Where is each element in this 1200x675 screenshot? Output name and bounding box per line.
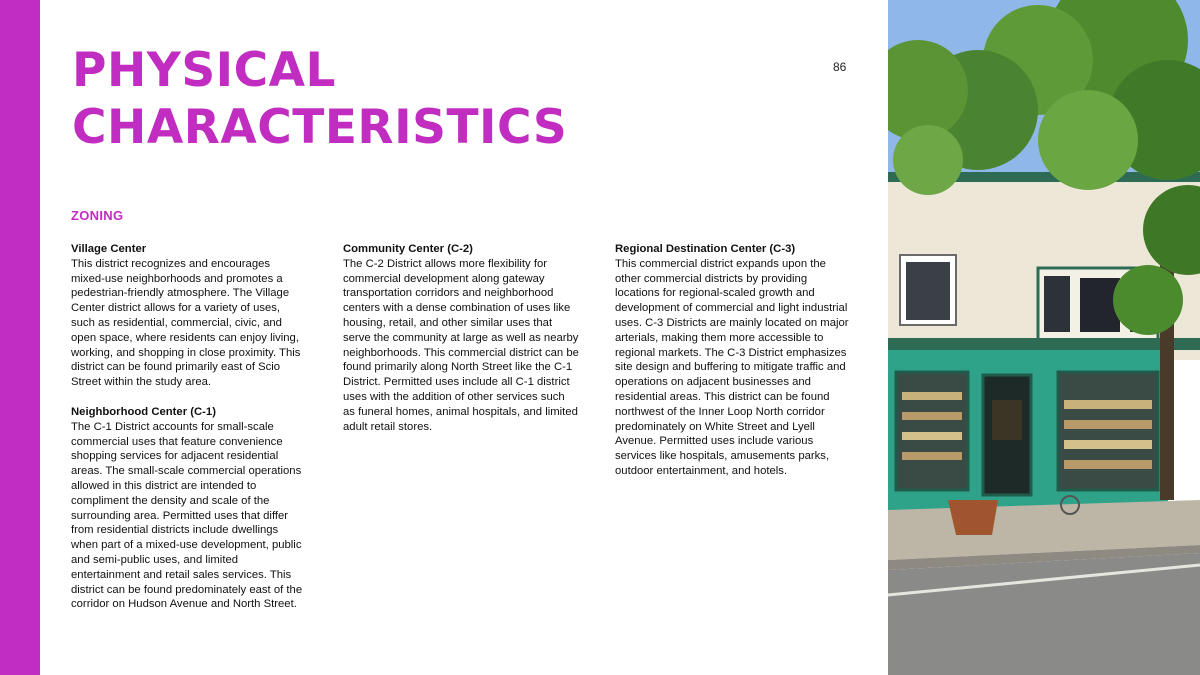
title-line-1: PHYSICAL	[72, 43, 336, 98]
storefront-cornice	[888, 338, 1200, 350]
window-glass	[906, 262, 950, 320]
bookshelf	[902, 432, 962, 440]
heading-regional-destination-center: Regional Destination Center (C-3)	[615, 243, 796, 255]
heading-community-center: Community Center (C-2)	[343, 243, 473, 255]
bookshelf	[902, 412, 962, 420]
text-column-2	[343, 242, 579, 449]
bookshelf	[902, 452, 962, 460]
heading-neighborhood-center: Neighborhood Center (C-1)	[71, 405, 216, 418]
body-village-center: This district recognizes and encourages mixed-use neighborhoods and promotes a pedestrian-friendly atmosphere. The Village Center district allows for a variety of uses, such as residential, commercial, civic, and open space, where residents can enjoy living, working, and shopping in close proximity. This district can be found primarily east of Scio Street within the study area.	[71, 257, 301, 389]
text-column-3	[615, 242, 851, 494]
bookshelf	[902, 392, 962, 400]
title-line-2: CHARACTERISTICS	[72, 100, 568, 155]
flower-pot	[948, 500, 998, 535]
door-sign	[992, 400, 1022, 440]
bookshelf	[1064, 460, 1152, 469]
page-number: 86	[833, 60, 847, 74]
bookshelf	[1064, 400, 1152, 409]
heading-village-center: Village Center	[71, 243, 147, 255]
text-column-1	[71, 242, 307, 627]
page-title	[72, 42, 567, 156]
accent-bar	[0, 0, 40, 675]
body-community-center: The C-2 District allows more flexibility for commercial development along gateway transportation corridors and neighborhood centers with a dense combination of uses like housing, retail, and other similar uses that serve the community at large as well as nearby neighborhoods. This commercial district can be found primarily along North Street like the C-1 District. Permitted uses include all C-1 district uses with the addition of other services such as funeral homes, animal hospitals, and limited adult retail stores.	[343, 257, 579, 433]
bay-glass-1	[1044, 276, 1070, 332]
body-regional-destination-center: This commercial district expands upon the other commercial districts by providing locations for regional-scaled growth and development of commercial and light industrial uses. C-3 Districts are mainly located on major arterials, making them more accessible to regional markets. The C-3 District emphasizes site design and buffering to mitigate traffic and operations on adjacent businesses and residential areas. This district can be found northwest of the Inner Loop North corridor predominately on White Street and Lyell Avenue. Permitted uses include various services like hospitals, amusements parks, outdoor entertainment, and hotels.	[615, 257, 849, 477]
shop-window-right	[1058, 372, 1158, 490]
bookshelf	[1064, 440, 1152, 449]
shop-window-left	[896, 372, 968, 490]
body-neighborhood-center: The C-1 District accounts for small-scale commercial uses that feature convenience shopping services for adjacent residential areas. The small-scale commercial operations allowed in this district are intended to compliment the density and scale of the surrounding area. Permitted uses that differ from residential districts include dwellings when part of a mixed-use development, public and semi-public uses, and limited entertainment and retail sales services. This district can be found predominately east of the corridor on Hudson Avenue and North Street.	[71, 420, 303, 611]
section-heading: ZONING	[71, 208, 124, 223]
road	[888, 553, 1200, 675]
storefront-illustration	[888, 0, 1200, 675]
storefront-photo	[888, 0, 1200, 675]
bookshelf	[1064, 420, 1152, 429]
